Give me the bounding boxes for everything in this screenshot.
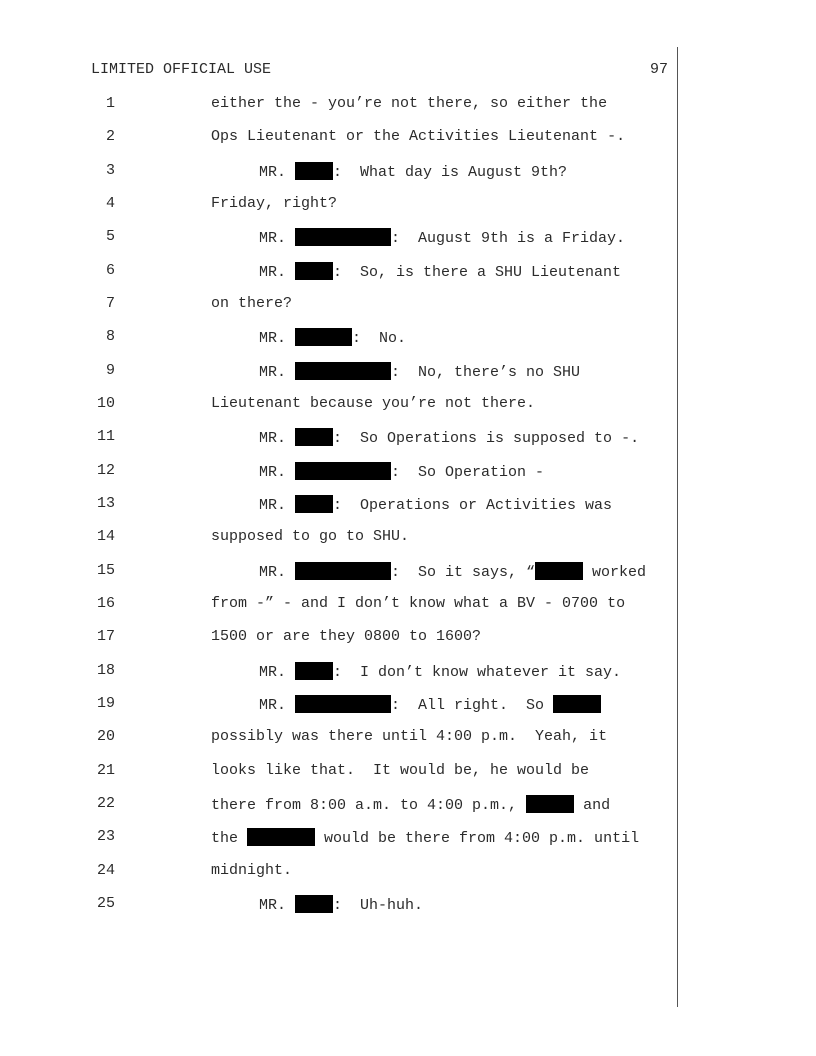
transcript-line	[0, 695, 816, 719]
line-number: 18	[96, 662, 115, 679]
line-number: 6	[105, 262, 115, 279]
line-text: midnight.	[211, 862, 293, 879]
line-number: 25	[96, 895, 115, 912]
line-number: 16	[96, 595, 115, 612]
line-text: 1500 or are they 0800 to 1600?	[211, 628, 482, 645]
line-number: 14	[96, 528, 115, 545]
transcript-line	[0, 828, 816, 852]
line-text: Friday, right?	[211, 195, 338, 212]
speaker-line: MR. : All right. So	[259, 695, 601, 714]
speaker-line: MR. : So Operations is supposed to -.	[259, 430, 640, 447]
transcript-line	[0, 762, 816, 786]
line-number: 5	[105, 228, 115, 245]
line-number: 10	[96, 395, 115, 412]
line-text: supposed to go to SHU.	[211, 528, 410, 545]
line-number: 12	[96, 462, 115, 479]
line-number: 24	[96, 862, 115, 879]
line-number: 1	[105, 95, 115, 112]
redaction-box	[535, 562, 583, 580]
transcript-line	[0, 895, 816, 919]
line-number: 4	[105, 195, 115, 212]
redaction-box	[295, 162, 333, 180]
redaction-box	[247, 828, 315, 846]
classification-header: LIMITED OFFICIAL USE	[91, 61, 272, 78]
line-text: either the - you’re not there, so either the	[211, 95, 608, 112]
redaction-box	[295, 362, 391, 380]
line-number: 15	[96, 562, 115, 579]
redaction-box	[295, 695, 391, 713]
transcript-line	[0, 562, 816, 586]
line-text: Ops Lieutenant or the Activities Lieutenant -.	[211, 128, 626, 145]
transcript-line	[0, 862, 816, 886]
transcript-line	[0, 528, 816, 552]
line-number: 13	[96, 495, 115, 512]
redaction-box	[295, 895, 333, 913]
transcript-line	[0, 362, 816, 386]
transcript-line	[0, 162, 816, 186]
transcript-line	[0, 328, 816, 352]
transcript-line	[0, 195, 816, 219]
speaker-line: MR. : What day is August 9th?	[259, 164, 568, 181]
line-number: 11	[96, 428, 115, 445]
redaction-box	[295, 662, 333, 680]
line-number: 20	[96, 728, 115, 745]
redaction-box	[526, 795, 574, 813]
line-text: from -” - and I don’t know what a BV - 0700 to	[211, 595, 626, 612]
line-number: 23	[96, 828, 115, 845]
line-text: Lieutenant because you’re not there.	[211, 395, 536, 412]
speaker-line: MR. : August 9th is a Friday.	[259, 230, 626, 247]
line-number: 17	[96, 628, 115, 645]
speaker-line: MR. : Uh-huh.	[259, 897, 424, 914]
redaction-box	[295, 262, 333, 280]
line-text: possibly was there until 4:00 p.m. Yeah, it	[211, 728, 608, 745]
transcript-line	[0, 595, 816, 619]
transcript-line	[0, 628, 816, 652]
transcript-line	[0, 495, 816, 519]
speaker-line: MR. : So, is there a SHU Lieutenant	[259, 264, 622, 281]
line-number: 8	[105, 328, 115, 345]
speaker-line: MR. : No.	[259, 330, 407, 347]
transcript-line	[0, 662, 816, 686]
line-text: on there?	[211, 295, 293, 312]
transcript-line	[0, 428, 816, 452]
redaction-box	[295, 428, 333, 446]
speaker-line: MR. : So it says, “ worked	[259, 564, 647, 581]
speaker-line: MR. : So Operation -	[259, 464, 545, 481]
line-number: 2	[105, 128, 115, 145]
transcript-line	[0, 728, 816, 752]
transcript-line	[0, 295, 816, 319]
line-text: looks like that. It would be, he would be	[211, 762, 590, 779]
transcript-line	[0, 395, 816, 419]
transcript-line	[0, 262, 816, 286]
line-text: there from 8:00 a.m. to 4:00 p.m., and	[211, 797, 611, 814]
redaction-box	[295, 328, 352, 346]
transcript-line	[0, 228, 816, 252]
speaker-line: MR. : Operations or Activities was	[259, 497, 613, 514]
line-number: 3	[105, 162, 115, 179]
speaker-line: MR. : I don’t know whatever it say.	[259, 664, 622, 681]
line-number: 9	[105, 362, 115, 379]
redaction-box	[295, 228, 391, 246]
transcript-line	[0, 128, 816, 152]
redaction-box	[295, 462, 391, 480]
transcript-line	[0, 795, 816, 819]
line-number: 7	[105, 295, 115, 312]
line-text: the would be there from 4:00 p.m. until	[211, 830, 640, 847]
line-number: 21	[96, 762, 115, 779]
speaker-line: MR. : No, there’s no SHU	[259, 364, 581, 381]
redaction-box	[295, 495, 333, 513]
line-number: 19	[96, 695, 115, 712]
line-number: 22	[96, 795, 115, 812]
transcript-line	[0, 462, 816, 486]
transcript-line	[0, 95, 816, 119]
redaction-box	[553, 695, 601, 713]
page-number: 97	[649, 61, 668, 78]
redaction-box	[295, 562, 391, 580]
